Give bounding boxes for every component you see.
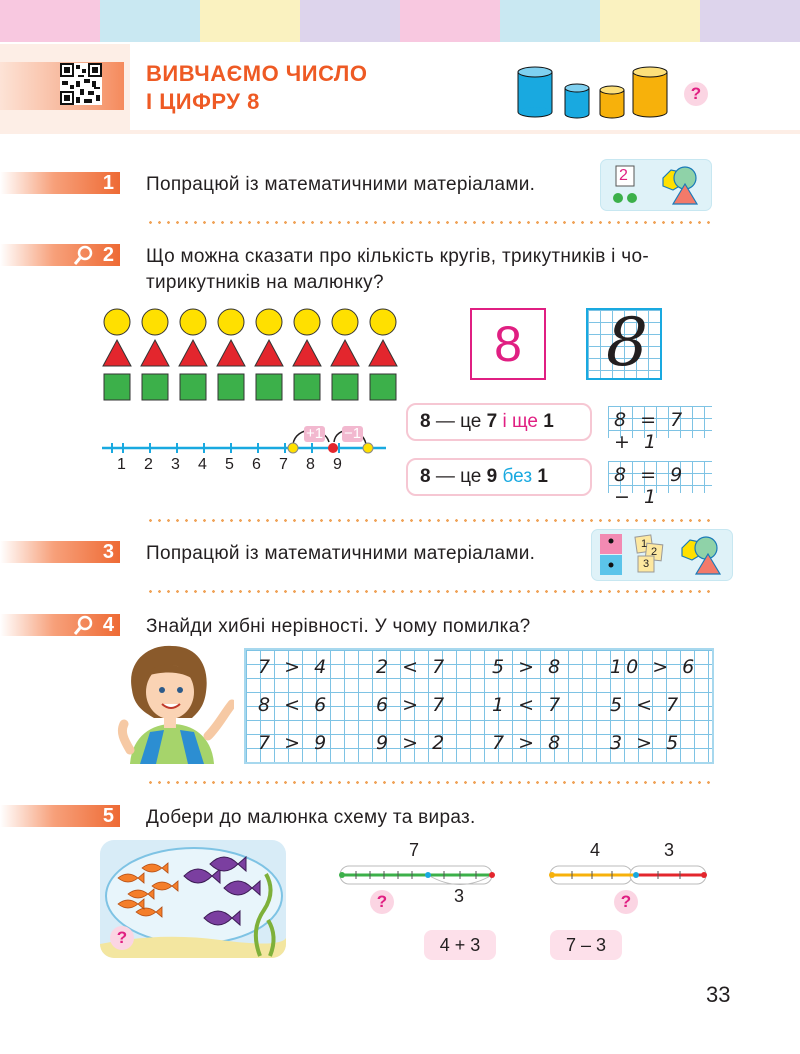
number-line-label: 4 (198, 456, 207, 473)
number-card: 3 (643, 558, 650, 570)
number-line-label: 6 (252, 456, 261, 473)
green-square (142, 374, 168, 400)
stripe (500, 0, 600, 42)
number-line-label: 7 (279, 456, 288, 473)
yellow-circle (370, 309, 396, 335)
scheme-1-diagram[interactable] (336, 858, 496, 892)
equation-text: 8 = 7 + 1 (614, 409, 687, 453)
decomposition-pill-2 (406, 458, 592, 496)
cylinder-large-yellow (633, 67, 667, 117)
green-square (218, 374, 244, 400)
dotted-separator (146, 221, 710, 224)
question-icon[interactable]: ? (684, 82, 708, 106)
dotted-separator (146, 781, 710, 784)
plus-one-label: +1 (306, 425, 324, 442)
red-triangle (103, 340, 131, 366)
equation-text: 8 = 9 − 1 (614, 464, 687, 508)
dotted-separator (146, 590, 710, 593)
stripe (400, 0, 500, 42)
cylinder-small-blue (565, 84, 589, 118)
page-title (146, 60, 367, 116)
red-triangle (369, 340, 397, 366)
inequality-text[interactable]: 7 > 8 (492, 732, 565, 754)
red-triangle (141, 340, 169, 366)
yellow-circle (294, 309, 320, 335)
stripe (100, 0, 200, 42)
red-triangle (255, 340, 283, 366)
domino-cards-shapes-icon (592, 530, 732, 580)
number-line-label: 3 (171, 456, 180, 473)
yellow-circle (180, 309, 206, 335)
math-materials-icon (601, 160, 711, 210)
green-square (256, 374, 282, 400)
task-2-line-2: тирикутників на малюнку? (146, 272, 384, 293)
inequality-text[interactable]: 8 < 6 (258, 694, 331, 716)
squares-row (104, 374, 396, 400)
equation-grid-2 (608, 461, 712, 508)
question-icon[interactable]: ? (614, 890, 638, 914)
printed-digit: 8 (494, 316, 522, 372)
task-number-label: 4 (102, 614, 114, 636)
pill-number: 9 (486, 466, 498, 487)
title-line-2: І ЦИФРУ 8 (146, 89, 260, 114)
yellow-circle (332, 309, 358, 335)
inequality-text[interactable]: 3 > 5 (610, 732, 683, 754)
number-card: 2 (651, 546, 658, 558)
green-square (180, 374, 206, 400)
pill-number: 1 (543, 411, 554, 432)
green-square (332, 374, 358, 400)
question-icon[interactable]: ? (370, 890, 394, 914)
triangles-row (103, 340, 397, 366)
shapes-illustration (100, 306, 400, 406)
magnifier-icon (73, 614, 95, 641)
number-line-label: 8 (306, 456, 315, 473)
yellow-circle (104, 309, 130, 335)
inequality-text[interactable]: 10 > 6 (610, 656, 699, 678)
task-5-text: Добери до малюнка схему та вираз. (146, 807, 476, 828)
qr-code-icon[interactable] (60, 63, 102, 105)
green-square (104, 374, 130, 400)
printed-digit-box (470, 308, 546, 380)
inequality-text[interactable]: 2 < 7 (376, 656, 449, 678)
pill-link-word: і ще (502, 411, 539, 432)
inequality-text[interactable]: 5 > 8 (492, 656, 565, 678)
task-2-number (0, 244, 120, 266)
task-number-label: 2 (102, 244, 114, 266)
stripe (0, 0, 100, 42)
inequality-text[interactable]: 7 > 4 (258, 656, 331, 678)
task-2-text (146, 244, 649, 296)
dotted-separator (146, 519, 710, 522)
digit-card: 2 (619, 167, 628, 184)
task-2-line-1: Що можна сказати про кількість кругів, трикутників і чо- (146, 246, 649, 267)
math-materials-card-1[interactable] (601, 160, 711, 210)
task-1-number: 1 (0, 172, 120, 194)
cylinder-small-yellow (600, 86, 624, 118)
stripe (300, 0, 400, 42)
cylinders-illustration (515, 64, 675, 120)
number-line-label: 5 (225, 456, 234, 473)
scheme-1-bottom-label: 3 (454, 886, 465, 906)
scheme-2-right-label: 3 (664, 840, 675, 860)
number-card: 1 (641, 538, 648, 550)
stripe (200, 0, 300, 42)
inequality-text[interactable]: 5 < 7 (610, 694, 683, 716)
number-line-label: 9 (333, 456, 342, 473)
task-1-text: Попрацюй із математичними матеріалами. (146, 174, 536, 195)
stripe (700, 0, 800, 42)
stripe (600, 0, 700, 42)
script-digit: 8 (606, 304, 648, 381)
number-line-label: 1 (117, 456, 126, 473)
question-icon[interactable]: ? (110, 926, 134, 950)
task-3-text: Попрацюй із математичними матеріалами. (146, 543, 536, 564)
red-triangle (331, 340, 359, 366)
pill-number: 1 (537, 466, 548, 487)
equation-grid-1 (608, 406, 712, 453)
title-line-1: ВИВЧАЄМО ЧИСЛО (146, 61, 368, 86)
pill-text: — це (435, 466, 482, 487)
math-materials-card-3[interactable] (592, 530, 732, 580)
scheme-2-diagram[interactable] (546, 858, 710, 892)
expression-card-1[interactable]: 4 + 3 (424, 930, 496, 960)
circles-row (104, 309, 396, 335)
page-number: 33 (706, 982, 731, 1007)
inequality-text[interactable]: 6 > 7 (376, 694, 449, 716)
task-5-number: 5 (0, 805, 120, 827)
scheme-2-left-label: 4 (590, 840, 601, 860)
magnifier-icon (73, 244, 95, 271)
red-triangle (217, 340, 245, 366)
cylinder-large-blue (518, 67, 552, 117)
inequality-text[interactable]: 7 > 9 (258, 732, 331, 754)
task-4-text: Знайди хибні нерівності. У чому помилка? (146, 616, 531, 637)
red-triangle (293, 340, 321, 366)
script-digit-box (586, 304, 662, 381)
minus-one-label: −1 (344, 425, 362, 442)
yellow-circle (256, 309, 282, 335)
inequality-text[interactable]: 9 > 2 (376, 732, 449, 754)
inequalities-grid (244, 648, 714, 764)
pill-text: — це (435, 411, 482, 432)
top-color-stripes (0, 0, 800, 42)
inequality-text[interactable]: 1 < 7 (492, 694, 565, 716)
yellow-circle (218, 309, 244, 335)
pill-number: 7 (486, 411, 498, 432)
green-square (370, 374, 396, 400)
pill-number: 8 (420, 411, 431, 432)
pill-number: 8 (420, 466, 431, 487)
scheme-1-top-label: 7 (409, 840, 420, 860)
yellow-circle (142, 309, 168, 335)
decomposition-pill-1 (406, 403, 592, 441)
number-line-label: 2 (144, 456, 153, 473)
red-triangle (179, 340, 207, 366)
pill-link-word: без (502, 466, 533, 487)
green-square (294, 374, 320, 400)
expression-card-2[interactable]: 7 – 3 (550, 930, 622, 960)
task-4-number (0, 614, 120, 636)
girl-illustration (110, 640, 234, 764)
task-3-number: 3 (0, 541, 120, 563)
